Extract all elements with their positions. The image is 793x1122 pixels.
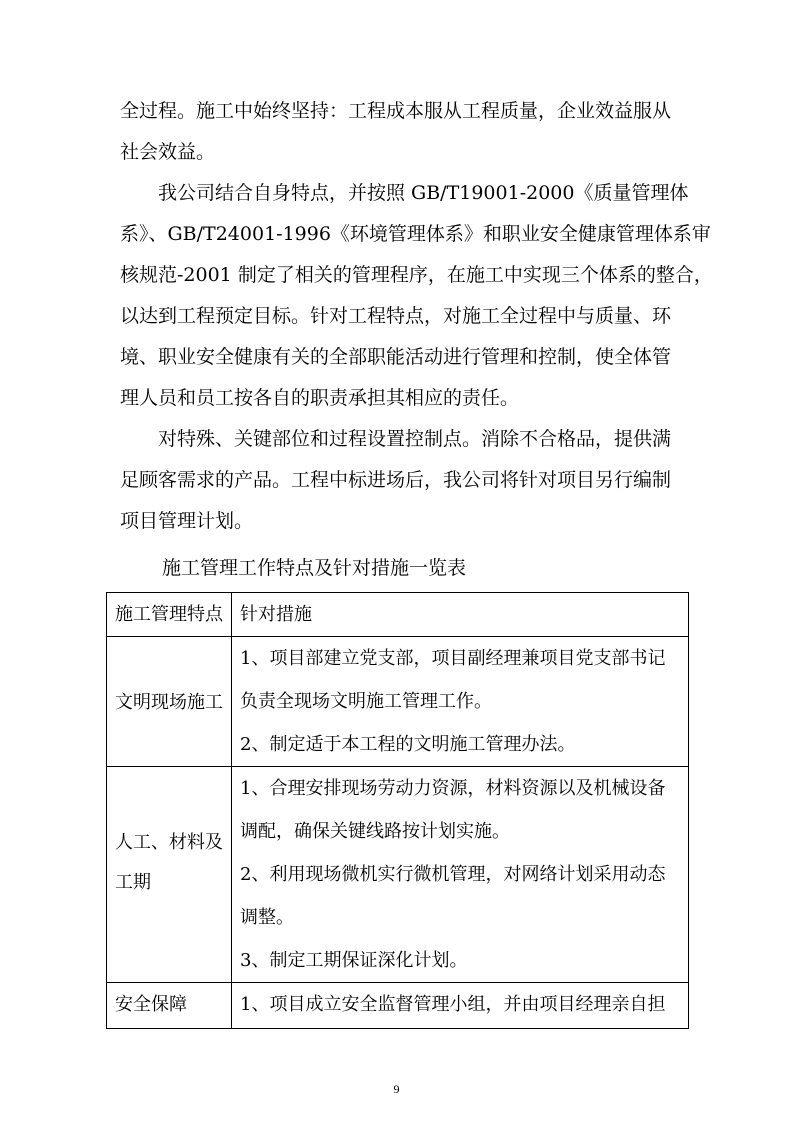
measures-cell bbox=[232, 983, 689, 1029]
measure-line: 负责全现场文明施工管理工作。 bbox=[240, 691, 492, 712]
measure-line: 调配，确保关键线路按计划实施。 bbox=[240, 821, 510, 842]
measures-cell bbox=[232, 637, 689, 767]
feature-label: 人工、材料及工期 bbox=[115, 832, 223, 893]
measure-line: 2、利用现场微机实行微机管理，对网络计划采用动态 bbox=[240, 864, 666, 885]
feature-cell bbox=[107, 767, 232, 983]
body-line: 项目管理计划。 bbox=[120, 510, 254, 532]
body-line: 以达到工程预定目标。针对工程特点，对施工全过程中与质量、环 bbox=[120, 305, 672, 327]
body-line: 全过程。施工中始终坚持：工程成本服从工程质量，企业效益服从 bbox=[120, 100, 672, 122]
body-line: 核规范-2001 制定了相关的管理程序，在施工中实现三个体系的整合， bbox=[120, 264, 713, 286]
table-row bbox=[107, 983, 689, 1029]
feature-label: 安全保障 bbox=[115, 994, 187, 1015]
body-line: 系》、GB/T24001-1996《环境管理体系》和职业安全健康管理体系审 bbox=[120, 223, 711, 245]
body-line: 社会效益。 bbox=[120, 141, 216, 163]
feature-cell bbox=[107, 983, 232, 1029]
table-header-cell bbox=[107, 593, 232, 637]
body-line: 理人员和员工按各自的职责承担其相应的责任。 bbox=[120, 387, 520, 409]
measure-line: 2、制定适于本工程的文明施工管理办法。 bbox=[240, 734, 576, 755]
body-line: 足顾客需求的产品。工程中标进场后，我公司将针对项目另行编制 bbox=[120, 469, 672, 491]
body-line: 境、职业安全健康有关的全部职能活动进行管理和控制，使全体管 bbox=[120, 346, 672, 368]
measures-cell bbox=[232, 767, 689, 983]
feature-label: 文明现场施工 bbox=[115, 692, 223, 713]
table-header-cell bbox=[232, 593, 689, 637]
measure-line: 1、项目成立安全监督管理小组，并由项目经理亲自担 bbox=[240, 994, 666, 1015]
measure-line: 1、合理安排现场劳动力资源，材料资源以及机械设备 bbox=[240, 778, 666, 799]
table-header-row bbox=[107, 593, 689, 637]
body-line: 我公司结合自身特点，并按照 GB/T19001-2000《质量管理体 bbox=[120, 182, 689, 204]
feature-cell bbox=[107, 637, 232, 767]
table-row bbox=[107, 637, 689, 767]
header-measures: 针对措施 bbox=[240, 604, 312, 625]
table-caption: 施工管理工作特点及针对措施一览表 bbox=[162, 557, 467, 579]
page-number: 9 bbox=[393, 1082, 400, 1096]
measure-line: 调整。 bbox=[240, 907, 294, 928]
measure-line: 1、项目部建立党支部，项目副经理兼项目党支部书记 bbox=[240, 648, 666, 669]
table-row bbox=[107, 767, 689, 983]
header-feature: 施工管理特点 bbox=[115, 604, 223, 625]
measure-line: 3、制定工期保证深化计划。 bbox=[240, 950, 468, 971]
body-line: 对特殊、关键部位和过程设置控制点。消除不合格品，提供满 bbox=[120, 428, 672, 450]
measures-table bbox=[106, 592, 689, 1029]
